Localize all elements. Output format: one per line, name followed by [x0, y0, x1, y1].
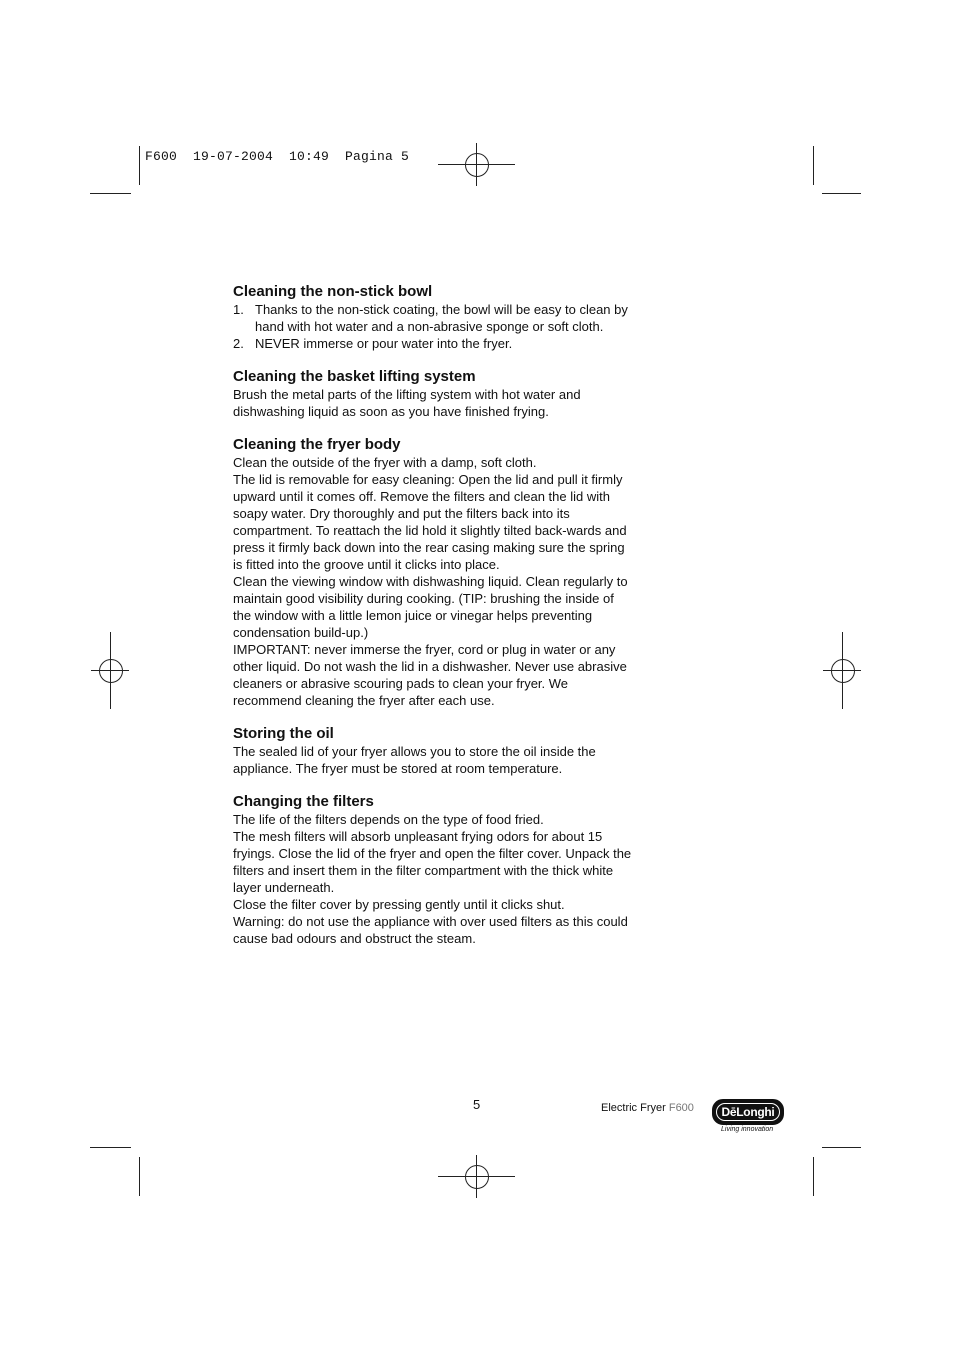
section-title: Storing the oil: [233, 725, 334, 742]
crop-mark: [90, 1147, 131, 1148]
crop-mark: [139, 146, 140, 185]
section-title: Cleaning the fryer body: [233, 436, 401, 453]
page-content: [233, 283, 633, 963]
section-bowl: [233, 283, 633, 352]
brand-tagline: Living innovation: [721, 1126, 774, 1133]
crop-mark: [813, 146, 814, 185]
list-number: 1.: [233, 302, 244, 317]
product-model: F600: [668, 1102, 694, 1114]
list-item: [233, 301, 633, 335]
crop-mark: [813, 1157, 814, 1196]
list-number: 2.: [233, 336, 244, 351]
paragraph: The lid is removable for easy cleaning: Open the lid and pull it firmly upward until it comes off. Remove the filters and clean the lid with soapy water. Dry thoroughly and put the filters back into its compartment. To reattach the lid hold it slightly tilted back-wards and press it firmly back down into the rear casing making sure the spring is fitted into the groove until it clicks into place.: [233, 472, 627, 572]
registration-circle: [99, 659, 123, 683]
registration-circle: [831, 659, 855, 683]
brand-logo: [712, 1099, 784, 1125]
registration-circle: [465, 153, 489, 177]
list-text: NEVER immerse or pour water into the fryer.: [255, 336, 513, 351]
brand-name: DēLonghi: [721, 1105, 775, 1119]
paragraph: Warning: do not use the appliance with over used filters as this could cause bad odours and obstruct the steam.: [233, 914, 628, 946]
paragraph: Brush the metal parts of the lifting system with hot water and dishwashing liquid as soon as you have finished frying.: [233, 387, 581, 419]
section-basket: [233, 368, 633, 420]
section-title: Changing the filters: [233, 793, 374, 810]
printer-slug: F600 19-07-2004 10:49 Pagina 5: [145, 149, 410, 164]
paragraph: The life of the filters depends on the type of food fried.: [233, 812, 544, 827]
section-fryer-body: [233, 436, 633, 709]
paragraph: The mesh filters will absorb unpleasant frying odors for about 15 fryings. Close the lid of the fryer and open the filter cover. Unpack the filters and insert them in the filter compartment with the thick white layer underneath.: [233, 829, 632, 895]
product-name: Electric Fryer: [601, 1102, 666, 1114]
footer-product: [601, 1102, 694, 1114]
page-number: 5: [473, 1097, 481, 1112]
section-changing-filters: [233, 793, 633, 947]
paragraph: Clean the outside of the fryer with a damp, soft cloth.: [233, 455, 537, 470]
registration-circle: [465, 1165, 489, 1189]
numbered-list: [233, 301, 633, 352]
section-title: Cleaning the basket lifting system: [233, 368, 476, 385]
paragraph: Clean the viewing window with dishwashing liquid. Clean regularly to maintain good visibility during cooking. (TIP: brushing the inside of the window with a little lemon juice or vinegar helps preventing condensation build-up.): [233, 574, 628, 640]
list-text: Thanks to the non-stick coating, the bowl will be easy to clean by hand with hot water and a non-abrasive sponge or soft cloth.: [255, 302, 628, 334]
crop-mark: [822, 1147, 861, 1148]
list-item: [233, 335, 633, 352]
crop-mark: [139, 1157, 140, 1196]
section-storing-oil: [233, 725, 633, 777]
crop-mark: [90, 193, 131, 194]
paragraph: Close the filter cover by pressing gently until it clicks shut.: [233, 897, 565, 912]
paragraph: IMPORTANT: never immerse the fryer, cord or plug in water or any other liquid. Do not wash the lid in a dishwasher. Never use abrasive cleaners or abrasive scouring pads to clean your fryer. We recommend cleaning the fryer after each use.: [233, 642, 627, 708]
paragraph: The sealed lid of your fryer allows you to store the oil inside the appliance. The fryer must be stored at room temperature.: [233, 744, 596, 776]
crop-mark: [822, 193, 861, 194]
section-title: Cleaning the non-stick bowl: [233, 283, 433, 300]
